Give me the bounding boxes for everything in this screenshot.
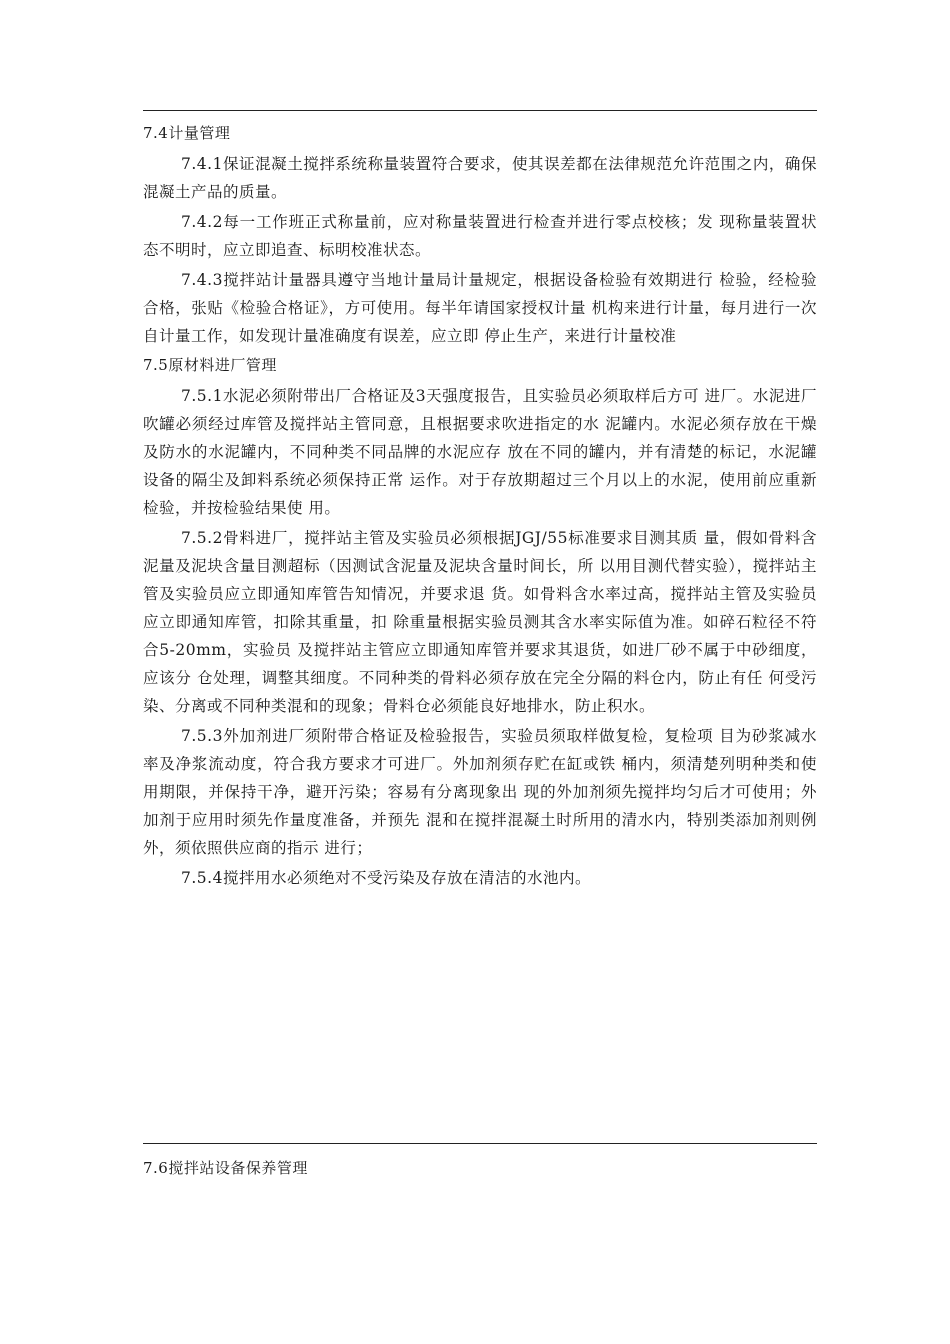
section-heading: 7.5原材料进厂管理 bbox=[143, 356, 277, 374]
paragraph-7-4-1: 7.4.1保证混凝土搅拌系统称量装置符合要求，使其误差都在法律规范允许范围之内，确保混凝土产品的质量。 bbox=[143, 155, 817, 201]
paragraph-7-5-3: 7.5.3外加剂进厂须附带合格证及检验报告，实验员须取样做复检，复检项 目为砂浆减水率及净浆流动度，符合我方要求才可进厂。外加剂须存贮在缸或铁 桶内，须清楚列明种类和使用期限，并保持干净，避开污染；容易有分离现象出 现的外加剂须先搅拌均匀后才可使用；外加剂于应用时须先作量度准备，并预先 混和在搅拌混凝土时所用的清水内，特别类添加剂则例外，须依照供应商的指示 进行； bbox=[143, 727, 817, 857]
paragraph-7-5-1: 7.5.1水泥必须附带出厂合格证及3天强度报告，且实验员必须取样后方可 进厂。水泥进厂吹罐必须经过库管及搅拌站主管同意，且根据要求吹进指定的水 泥罐内。水泥必须存放在干燥及防水的水泥罐内，不同种类不同品牌的水泥应存 放在不同的罐内，并有清楚的标记，水泥罐设备的隔尘及卸料系统必须保持正常 运作。对于存放期超过三个月以上的水泥，使用前应重新检验，并按检验结果使 用。 bbox=[143, 387, 817, 517]
top-rule bbox=[143, 110, 817, 111]
paragraph-7-5-4: 7.5.4搅拌用水必须绝对不受污染及存放在清洁的水池内。 bbox=[181, 869, 591, 887]
document-body bbox=[143, 118, 817, 892]
paragraph-7-4-2: 7.4.2每一工作班正式称量前，应对称量装置进行检查并进行零点校核；发 现称量装置状态不明时，应立即追查、标明校准状态。 bbox=[143, 213, 817, 259]
section-divider bbox=[143, 1143, 817, 1144]
section-heading: 7.4计量管理 bbox=[143, 124, 231, 142]
paragraph-7-4-3: 7.4.3搅拌站计量器具遵守当地计量局计量规定，根据设备检验有效期进行 检验，经检验合格，张贴《检验合格证》，方可使用。每半年请国家授权计量 机构来进行计量，每月进行一次自计量工作，如发现计量准确度有误差，应立即 停止生产，来进行计量校准 bbox=[143, 271, 817, 345]
next-section-heading: 7.6搅拌站设备保养管理 bbox=[143, 1159, 308, 1177]
paragraph-7-5-2: 7.5.2骨料进厂，搅拌站主管及实验员必须根据JGJ/55标准要求目测其质 量，假如骨料含泥量及泥块含量目测超标（因测试含泥量及泥块含量时间长，所 以用目测代替实验），搅拌站主管及实验员应立即通知库管告知情况，并要求退 货。如骨料含水率过高，搅拌站主管及实验员应立即通知库管，扣除其重量，扣 除重量根据实验员测其含水率实际值为准。如碎石粒径不符合5-20mm，实验员 及搅拌站主管应立即通知库管并要求其退货，如进厂砂不属于中砂细度，应该分 仓处理，调整其细度。不同种类的骨料必须存放在完全分隔的料仓内，防止有任 何受污染、分离或不同种类混和的现象；骨料仓必须能良好地排水，防止积水。 bbox=[143, 529, 817, 715]
